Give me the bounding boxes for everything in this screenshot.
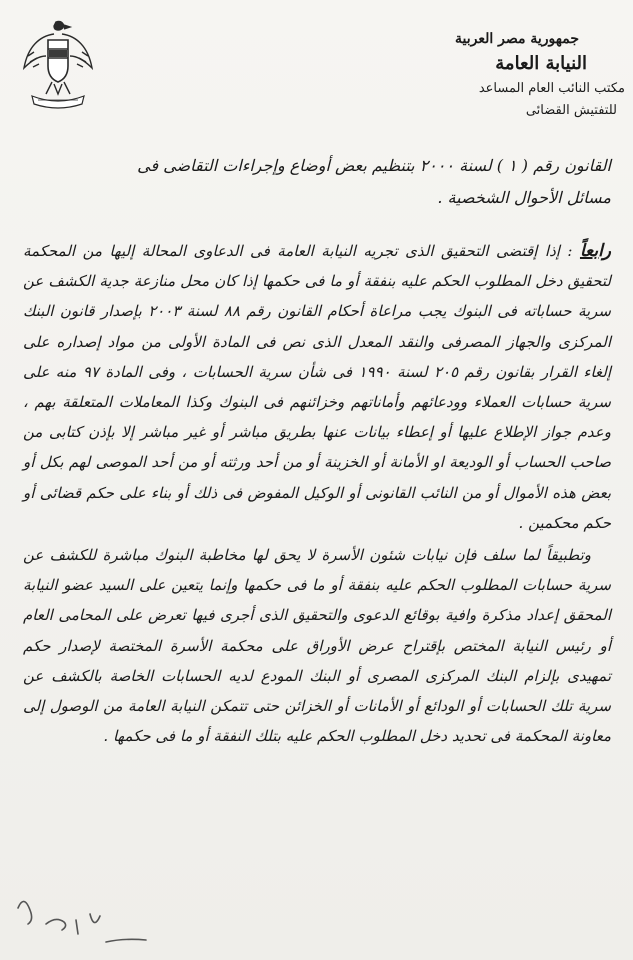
paragraph-1	[23, 236, 611, 538]
law-title-line-2: مسائل الأحوال الشخصية .	[437, 188, 611, 207]
department-name: مكتب النائب العام المساعد	[478, 81, 625, 96]
country-name: جمهورية مصر العربية	[455, 31, 579, 47]
eagle-emblem-icon	[18, 16, 98, 116]
paragraph-2-text: وتطبيقاً لما سلف فإن نيابات شئون الأسرة لا يحق لها مخاطبة البنوك مباشرة للكشف عن سرية حسابات المطلوب الحكم عليه بنفقة أو ما فى حكمها وإنما يتعين على السيد عضو النيابة المحقق إعداد مذكرة وافية بوقائع الدعوى والتحقيق الذى أجرى فيها تعرض على المحامى العام أو رئيس النيابة المختص بإقتراح عرض الأوراق على محكمة الأسرة المختصة لإصدار حكم تمهيدى بإلزام البنك المركزى المصرى أو البنك المودع لديه الحسابات الخاصة بالكشف عن سرية تلك الحسابات أو الودائع أو الأمانات أو الخزائن حتى تتمكن النيابة العامة من الوصول إلى معاونة المحكمة فى تحديد دخل المطلوب الحكم عليه بتلك النفقة أو ما فى حكمها .	[23, 546, 611, 746]
law-title	[31, 150, 611, 214]
document-body	[23, 236, 611, 751]
law-title-line-1: القانون رقم ( ١ ) لسنة ٢٠٠٠ بتنظيم بعض أوضاع وإجراءات التقاضى فى	[137, 156, 611, 175]
paragraph-2	[23, 540, 611, 751]
handwritten-signature	[6, 884, 156, 954]
section-heading: رابعاً	[579, 241, 611, 261]
paragraph-1-text: : إذا إقتضى التحقيق الذى تجريه النيابة العامة فى الدعاوى المحالة إليها من المحكمة لتحقيق دخل المطلوب الحكم عليه بنفقة أو ما فى حكمها إذا كان محل منازعة جدية الكشف عن سرية حساباته فى البنوك يجب مراعاة أحكام القانون رقم ٨٨ لسنة ٢٠٠٣ بإصدار قانون البنك المركزى والجهاز المصرفى والنقد المعدل الذى نص فى المادة الأولى من مواد إصداره على إلغاء القرار بقانون رقم ٢٠٥ لسنة ١٩٩٠ فى شأن سرية الحسابات ، وفى المادة ٩٧ منه على سرية حسابات العملاء وودعائهم وأماناتهم وخزائنهم فى البنوك وكذا المعاملات المتعلقة بهم ، وعدم جواز الإطلاع عليها أو إعطاء بيانات عنها بطريق مباشر أو غير مباشر إلا بإذن كتابى من صاحب الحساب أو الوديعة او الأمانة أو الخزينة أو من أحد ورثته أو من أحد الموصى لهم بكل أو بعض هذه الأموال أو من النائب القانونى أو الوكيل المفوض فى ذلك أو بناء على حكم قضائى أو حكم محكمين .	[23, 242, 611, 532]
letterhead	[317, 28, 625, 122]
office-name: النيابة العامة	[495, 53, 587, 74]
division-name: للتفتيش القضائى	[525, 103, 617, 118]
